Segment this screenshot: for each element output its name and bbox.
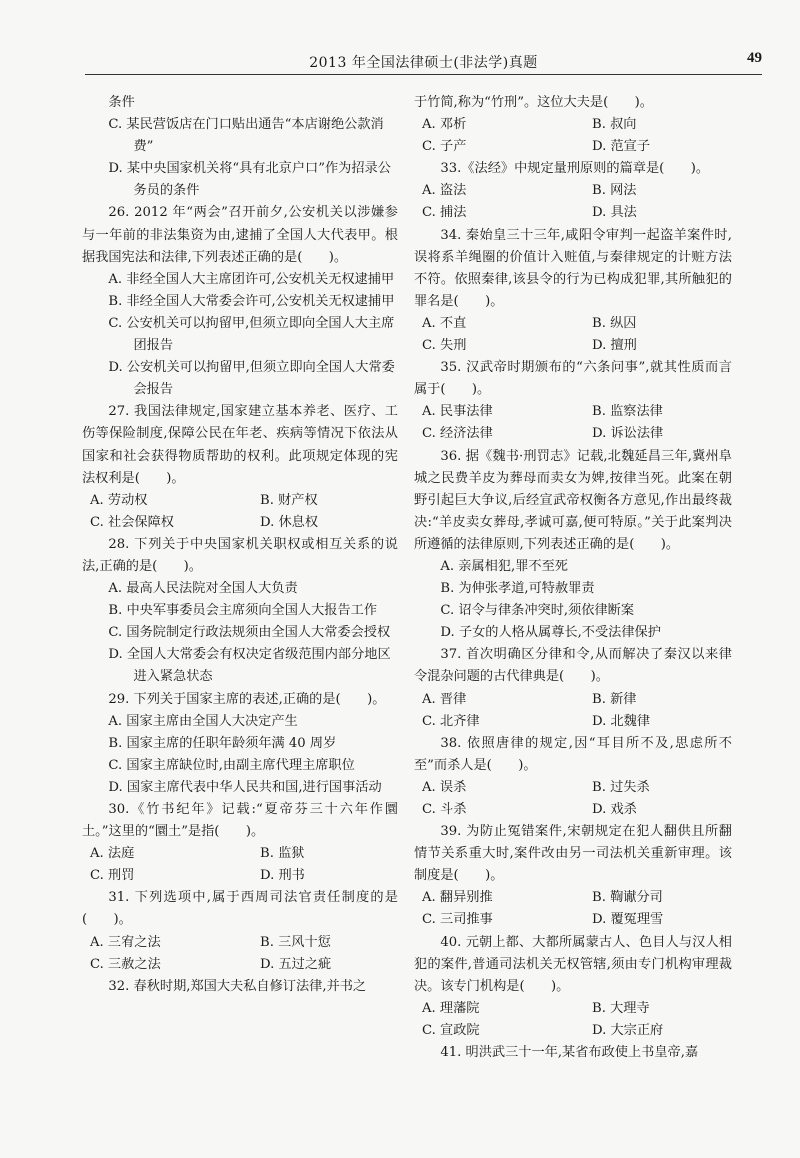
question-30: 30.《竹书纪年》记载:“夏帝芬三十六年作圜土。”这里的“圜土”是指( )。 [82,802,398,840]
q34-option-a: A. 不直 [422,315,467,331]
q35-option-d: D. 诉讼法律 [592,426,664,442]
q35-options-row-2 [414,423,732,445]
q37-option-d: D. 北魏律 [592,713,651,729]
q30-option-b: B. 监狱 [260,846,305,862]
question-31: 31. 下列选项中,属于西周司法官责任制度的是( )。 [82,890,398,928]
option-d: D. 某中央国家机关将“具有北京户口”作为招录公务员的条件 [108,161,391,199]
q31-option-b: B. 三风十愆 [260,934,331,950]
q29-option-a: A. 国家主席由全国人大决定产生 [108,713,298,729]
q37-options-row-1 [414,689,732,711]
q40-option-c: C. 宣政院 [422,1022,480,1038]
question-36: 36. 据《魏书·刑罚志》记载,北魏延昌三年,冀州阜城之民费羊皮为葬母而卖女为婢,按律当死。此案在朝野引起巨大争议,后经宣武帝权衡各方意见,作出最终裁决:“羊皮卖女葬母,孝诚可嘉,便可特原。”关于此案判决所遵循的法律原则,下列表述正确的是( )。 [414,448,732,552]
q33-options-row-2 [414,202,732,224]
q36-option-d: D. 子女的人格从属尊长,不受法律保护 [440,625,661,641]
q28-option-d: D. 全国人大常委会有权决定省级范围内部分地区进入紧急状态 [108,647,391,685]
q30-option-d: D. 刑书 [260,868,305,884]
q33-option-b: B. 网法 [592,183,637,199]
q34-option-c: C. 失刑 [422,338,467,354]
question-41-start: 41. 明洪武三十一年,某省布政使上书皇帝,嘉 [440,1045,699,1061]
q37-options-row-2 [414,711,732,733]
q39-option-a: A. 翻异别推 [422,890,493,906]
q33-option-a: A. 盗法 [422,183,467,199]
q38-option-b: B. 过失杀 [592,779,650,795]
question-38: 38. 依照唐律的规定,因“耳目所不及,思虑所不至”而杀人是( )。 [414,735,732,773]
q26-option-c: C. 公安机关可以拘留甲,但须立即向全国人大主席团报告 [108,315,395,354]
q27-option-b: B. 财产权 [260,492,318,508]
q38-options-row-1 [414,777,732,799]
question-29: 29. 下列关于国家主席的表述,正确的是( )。 [108,691,386,707]
q29-option-d: D. 国家主席代表中华人民共和国,进行国事活动 [108,779,382,795]
question-32-start: 32. 春秋时期,郑国大夫私自修订法律,并书之 [108,978,367,994]
q32-option-d: D. 范宣子 [592,139,651,155]
q33-options-row-1 [414,180,732,202]
q32-options-row-1 [414,114,732,136]
right-column [414,92,732,1064]
q32-option-c: C. 子产 [422,139,467,155]
q33-option-d: D. 具法 [592,205,637,221]
q39-options-row-2 [414,909,732,931]
q36-option-a: A. 亲属相犯,罪不至死 [440,558,568,574]
q30-options-row-1 [82,843,398,865]
question-33: 33.《法经》中规定量刑原则的篇章是( )。 [440,161,710,177]
q40-option-d: D. 大宗正府 [592,1022,664,1038]
q39-option-d: D. 覆冤理雪 [592,912,664,928]
q31-option-c: C. 三赦之法 [90,956,161,972]
question-34: 34. 秦始皇三十三年,咸阳令审判一起盗羊案件时,误将系羊绳圈的价值计入赃值,与秦律规定的计赃方法不符。依照秦律,该县令的行为已构成犯罪,其所触犯的罪名是( )。 [414,227,732,309]
q28-option-b: B. 中央军事委员会主席须向全国人大报告工作 [108,603,378,619]
question-39: 39. 为防止冤错案件,宋朝规定在犯人翻供且所翻情节关系重大时,案件改由另一司法机关重新审理。该制度是( )。 [414,824,732,884]
q34-option-b: B. 纵囚 [592,315,637,331]
q38-option-d: D. 戏杀 [592,802,637,817]
q34-options-row-1 [414,313,732,335]
question-32-end: 于竹简,称为“竹刑”。这位大夫是( )。 [414,95,653,110]
q35-option-a: A. 民事法律 [422,404,493,420]
page-number: 49 [747,50,762,66]
q28-option-a: A. 最高人民法院对全国人大负责 [108,581,298,597]
q27-options-row-2 [82,512,398,534]
q27-option-c: C. 社会保障权 [90,514,174,530]
q37-option-c: C. 北齐律 [422,713,480,729]
q29-option-b: B. 国家主席的任职年龄须年满 40 周岁 [108,735,337,751]
q36-option-b: B. 为伸张孝道,可特赦罪责 [440,581,595,597]
q32-option-b: B. 叔向 [592,117,637,133]
q30-options-row-2 [82,865,398,887]
q27-option-d: D. 休息权 [260,514,319,530]
question-28: 28. 下列关于中央国家机关职权或相互关系的说法,正确的是( )。 [82,536,398,574]
q35-options-row-1 [414,401,732,423]
q28-option-c: C. 国务院制定行政法规须由全国人大常委会授权 [108,625,391,641]
q31-option-a: A. 三宥之法 [90,934,161,950]
q36-option-c: C. 诏令与律条冲突时,须依律断案 [440,603,635,619]
q38-option-a: A. 误杀 [422,779,467,795]
header-title: 2013 年全国法律硕士(非法学)真题 [309,55,538,71]
page-header [85,48,762,75]
q35-option-c: C. 经济法律 [422,426,493,442]
q31-options-row-2 [82,954,398,976]
q32-options-row-2 [414,136,732,158]
question-26: 26. 2012 年“两会”召开前夕,公安机关以涉嫌参与一年前的非法集资为由,逮捕了全国人大代表甲。根据我国宪法和法律,下列表述正确的是( )。 [82,205,398,265]
q27-options-row-1 [82,490,398,512]
q39-options-row-1 [414,887,732,909]
q37-option-b: B. 新律 [592,691,637,707]
q40-option-a: A. 理藩院 [422,1000,480,1016]
q40-options-row-2 [414,1020,732,1042]
q38-option-c: C. 斗杀 [422,802,467,817]
q29-option-c: C. 国家主席缺位时,由副主席代理主席职位 [108,757,355,773]
q31-options-row-1 [82,932,398,954]
q32-option-a: A. 邓析 [422,117,467,133]
question-27: 27. 我国法律规定,国家建立基本养老、医疗、工伤等保险制度,保障公民在年老、疾病等情况下依法从国家和社会获得物质帮助的权利。此项规定体现的宪法权利是( )。 [82,404,398,486]
q26-option-d: D. 公安机关可以拘留甲,但须立即向全国人大常委会报告 [108,360,395,398]
left-column [82,92,398,998]
q26-option-b: B. 非经全国人大常委会许可,公安机关无权逮捕甲 [108,293,395,309]
q30-option-c: C. 刑罚 [90,868,135,884]
q39-option-c: C. 三司推事 [422,912,493,928]
q31-option-d: D. 五过之疵 [260,956,332,972]
q34-options-row-2 [414,335,732,357]
q26-option-a: A. 非经全国人大主席团许可,公安机关无权逮捕甲 [108,271,395,287]
q34-option-d: D. 擅刑 [592,338,637,354]
q40-option-b: B. 大理寺 [592,1000,650,1016]
question-40: 40. 元朝上都、大都所属蒙古人、色目人与汉人相犯的案件,普通司法机关无权管辖,须由专门机构审理裁决。该专门机构是( )。 [414,934,732,994]
q40-options-row-1 [414,998,732,1020]
question-37: 37. 首次明确区分律和令,从而解决了秦汉以来律令混杂问题的古代律典是( )。 [414,647,732,685]
q27-option-a: A. 劳动权 [90,492,148,508]
q30-option-a: A. 法庭 [90,846,135,862]
q37-option-a: A. 晋律 [422,691,467,707]
carryover-text: 条件 [108,95,135,110]
q33-option-c: C. 捕法 [422,205,467,221]
q38-options-row-2 [414,799,732,821]
question-35: 35. 汉武帝时期颁布的“六条问事”,就其性质而言属于( )。 [414,360,732,398]
option-c: C. 某民营饭店在门口贴出通告“本店谢绝公款消费” [108,117,384,155]
q35-option-b: B. 监察法律 [592,404,663,420]
q39-option-b: B. 鞫谳分司 [592,890,663,906]
